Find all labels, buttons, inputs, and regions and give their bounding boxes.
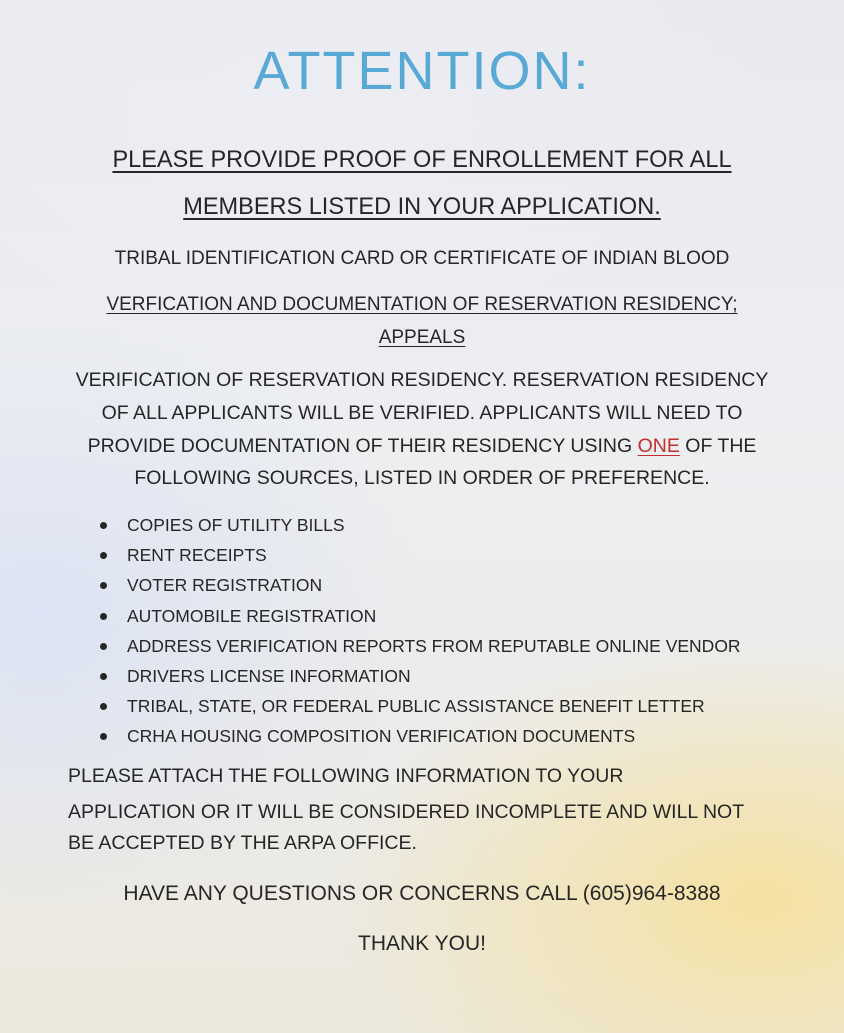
list-item-text: ADDRESS VERIFICATION REPORTS FROM REPUTABLE ONLINE VENDOR xyxy=(127,635,741,656)
thank-you: THANK YOU! xyxy=(358,932,486,955)
residency-heading-line1: VERFICATION AND DOCUMENTATION OF RESERVATION RESIDENCY; xyxy=(106,294,738,315)
bullet-icon xyxy=(100,552,107,559)
bullet-icon xyxy=(100,582,107,589)
list-item-text: VOTER REGISTRATION xyxy=(127,575,323,596)
attach-line: BE ACCEPTED BY THE ARPA OFFICE. xyxy=(68,832,417,854)
paragraph-text: PROVIDE DOCUMENTATION OF THEIR RESIDENCY USING xyxy=(87,435,638,457)
enrollment-heading-line1: PLEASE PROVIDE PROOF OF ENROLLEMENT FOR ALL xyxy=(112,146,732,173)
notice-title: ATTENTION: xyxy=(253,41,591,101)
highlight-one: ONE xyxy=(637,435,680,457)
list-item xyxy=(100,721,741,751)
list-item-text: DRIVERS LICENSE INFORMATION xyxy=(127,665,411,686)
attach-line: PLEASE ATTACH THE FOLLOWING INFORMATION TO YOUR xyxy=(68,765,624,787)
attach-line: APPLICATION OR IT WILL BE CONSIDERED INCOMPLETE AND WILL NOT xyxy=(68,801,745,823)
list-item xyxy=(100,570,741,600)
contact-line: HAVE ANY QUESTIONS OR CONCERNS CALL (605)964-8388 xyxy=(123,882,721,905)
list-item xyxy=(100,691,741,721)
bullet-icon xyxy=(100,522,107,529)
bullet-icon xyxy=(100,673,107,680)
list-item xyxy=(100,601,741,631)
list-item-text: RENT RECEIPTS xyxy=(127,545,267,566)
list-item xyxy=(100,661,741,691)
list-item-text: TRIBAL, STATE, OR FEDERAL PUBLIC ASSISTANCE BENEFIT LETTER xyxy=(127,696,705,717)
paragraph-line: FOLLOWING SOURCES, LISTED IN ORDER OF PREFERENCE. xyxy=(134,467,710,489)
enrollment-heading-line2: MEMBERS LISTED IN YOUR APPLICATION. xyxy=(183,193,661,220)
list-item-text: CRHA HOUSING COMPOSITION VERIFICATION DOCUMENTS xyxy=(127,726,636,747)
residency-sources-list xyxy=(100,510,741,752)
bullet-icon xyxy=(100,643,107,650)
list-item-text: AUTOMOBILE REGISTRATION xyxy=(127,605,377,626)
paragraph-line: VERIFICATION OF RESERVATION RESIDENCY. RESERVATION RESIDENCY xyxy=(75,369,769,391)
list-item xyxy=(100,540,741,570)
bullet-icon xyxy=(100,703,107,710)
tribal-id-requirement: TRIBAL IDENTIFICATION CARD OR CERTIFICATE OF INDIAN BLOOD xyxy=(114,248,730,269)
bullet-icon xyxy=(100,733,107,740)
list-item xyxy=(100,631,741,661)
bullet-icon xyxy=(100,613,107,620)
paragraph-text: OF THE xyxy=(679,435,757,457)
paragraph-line xyxy=(0,437,844,457)
residency-heading-line2: APPEALS xyxy=(378,327,466,348)
list-item xyxy=(100,510,741,540)
list-item-text: COPIES OF UTILITY BILLS xyxy=(127,515,345,535)
paragraph-line: OF ALL APPLICANTS WILL BE VERIFIED. APPLICANTS WILL NEED TO xyxy=(101,402,743,424)
